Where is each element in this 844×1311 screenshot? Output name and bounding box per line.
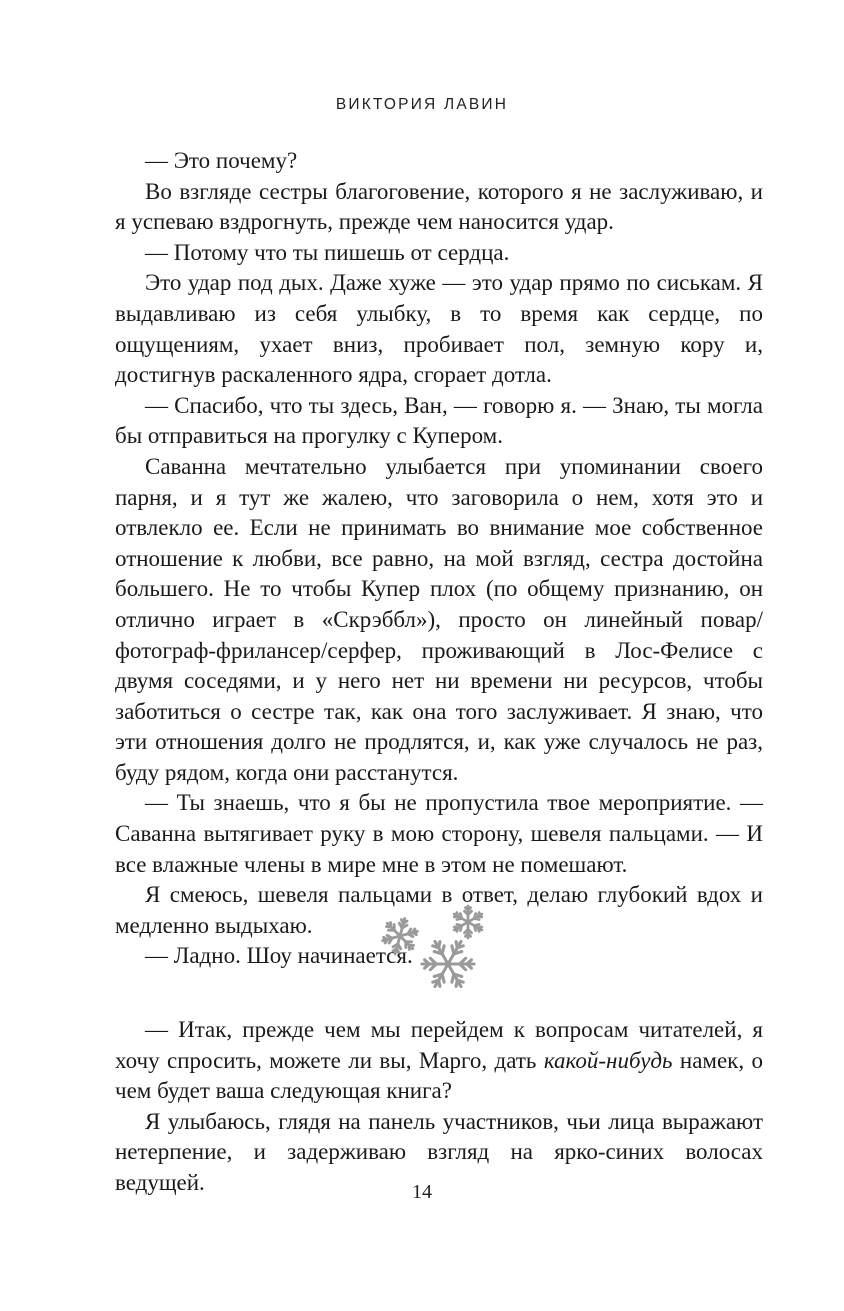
body-text-before-break [115,146,763,972]
snowflake-bottom [413,929,483,998]
snowflake-left [378,914,421,958]
paragraph-text: намек, о чем будет ваша следующая книга? [115,1047,763,1104]
running-head: ВИКТОРИЯ ЛАВИН [335,96,509,113]
paragraph: — Потому что ты пишешь от сердца. [145,239,510,265]
paragraph [115,1015,763,1107]
paragraph: Я смеюсь, шевеля пальцами в ответ, делаю глубокий вдох и медленно выдыхаю. [115,882,763,938]
emphasis-text: какой-нибудь [543,1047,673,1073]
paragraph: — Спасибо, что ты здесь, Ван, — говорю я. — Знаю, ты могла бы отправиться на прогулку с Купером. [115,392,763,449]
paragraph: Во взгляде сестры благоговение, которого я не заслуживаю, и я успеваю вздрогнуть, прежде чем наносится удар. [115,178,763,235]
paragraph: — Ладно. Шоу начинается. [145,943,413,969]
paragraph: — Это почему? [145,148,298,173]
paragraph: Саванна мечтательно улыбается при упоминании своего парня, и я тут же жалею, что заговорила о нем, хотя это и отвлекло ее. Если не принимать во внимание мое собственное отношение к любви, все равно, на мой взгляд, сестра достойна большего. Не то чтобы Купер плох (по общему признанию, он отлично играет в «Скрэббл»), просто он линейный повар/фотограф-фрилансер/серфер, проживающий в Лос-Фелисе с двумя соседями, и у него нет ни времени ни ресурсов, чтобы заботиться о сестре так, как она того заслуживает. Я знаю, что эти отношения долго не продлятся, и, как уже случалось не раз, буду рядом, когда они расстанутся. [115,453,763,785]
snowflakes-icon [372,898,496,998]
paragraph: Я улыбаюсь, глядя на панель участников, чьи лица выражают нетерпение, и задерживаю взгляд на ярко-синих волосах ведущей. [115,1108,763,1195]
paragraph: — Ты знаешь, что я бы не пропустила твое мероприятие. — Саванна вытягивает руку в мою сторону, шевеля пальцами. — И все влажные члены в мире мне в этом не помешают. [115,790,763,877]
paragraph: Это удар под дых. Даже хуже — это удар прямо по сиськам. Я выдавливаю из себя улыбку, в то время как сердце, по ощущениям, ухает вниз, пробивает пол, земную кору и, достигнув раскаленного ядра, сгорает дотла. [115,270,763,388]
paragraph-text: — Итак, прежде чем мы перейдем к вопросам читателей, я хочу спросить, можете ли вы, Марго, дать [115,1017,763,1073]
page-number: 14 [412,1181,432,1203]
snowflake-top-right [452,906,483,938]
body-text-after-break [115,1015,763,1199]
